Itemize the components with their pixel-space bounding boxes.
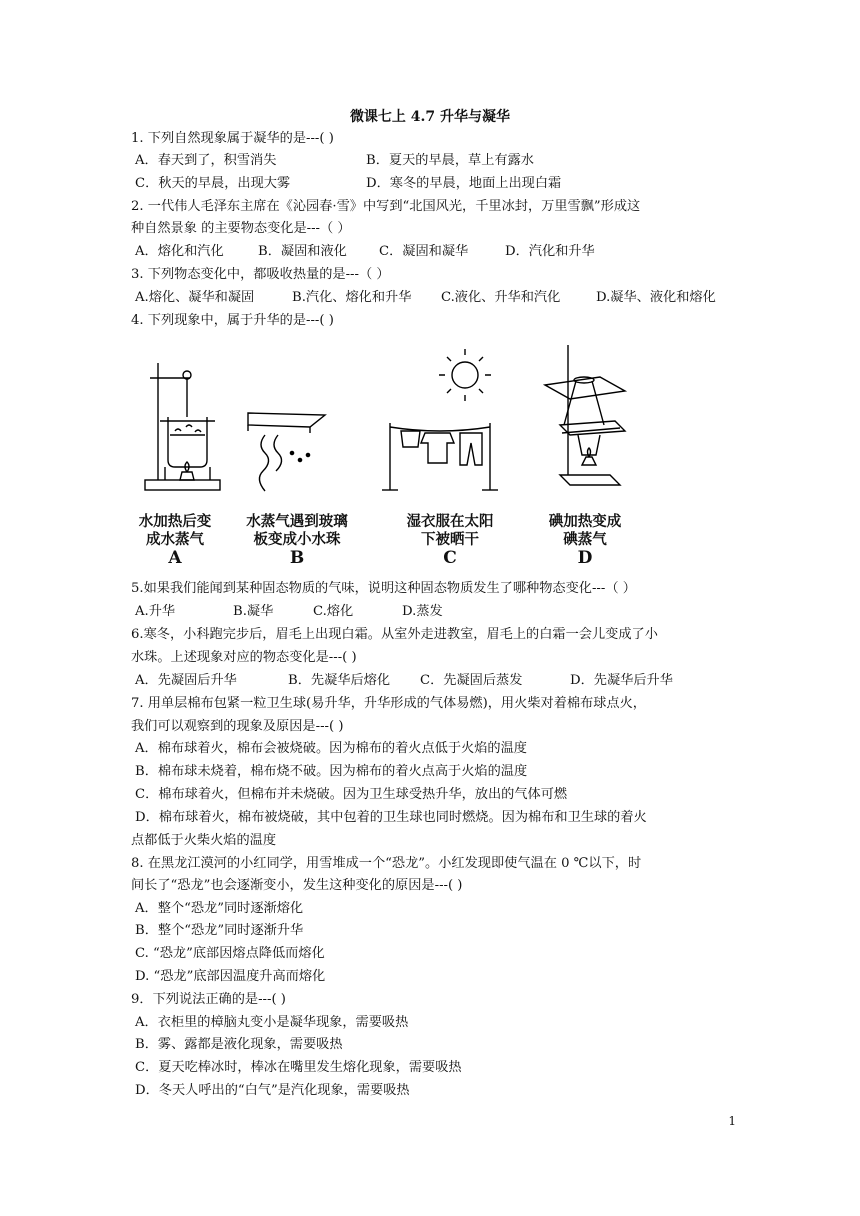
q7-option-d-line2: 点都低于火柴火焰的温度 xyxy=(131,833,277,848)
caption-d-line1: 碘加热变成 xyxy=(548,514,622,530)
caption-b-line2: 板变成小水珠 xyxy=(253,532,341,548)
q7-option-d-line1: D．棉布球着火，棉布被烧破，其中包着的卫生球也同时燃烧。因为棉布和卫生球的着火 xyxy=(135,810,647,825)
q9-option-b: B．雾、露都是液化现象，需要吸热 xyxy=(135,1037,343,1052)
caption-b-letter: B xyxy=(289,548,305,568)
beaker-heating-illustration xyxy=(145,363,220,490)
q6-option-b: B．先凝华后熔化 xyxy=(288,673,391,688)
q7-option-c: C．棉布球着火，但棉布并未烧破。因为卫生球受热升华，放出的气体可燃 xyxy=(135,787,568,802)
caption-c-line2: 下被晒干 xyxy=(421,532,479,548)
q9-stem: 9．下列说法正确的是---( ) xyxy=(131,992,286,1007)
q1-option-b: B．夏天的早晨，草上有露水 xyxy=(366,153,534,168)
caption-d-line2: 碘蒸气 xyxy=(563,532,607,548)
q7-stem-line2: 我们可以观察到的现象及原因是---( ) xyxy=(131,719,344,734)
q1-option-d: D．寒冬的早晨，地面上出现白霜 xyxy=(366,176,562,191)
q5-option-b: B.凝华 xyxy=(233,604,274,619)
q8-stem-line1: 8. 在黑龙江漠河的小红同学，用雪堆成一个“恐龙”。小红发现即使气温在 0 ℃以下，时 xyxy=(131,856,642,871)
caption-b xyxy=(232,513,362,567)
q7-option-a: A．棉布球着火，棉布会被烧破。因为棉布的着火点低于火焰的温度 xyxy=(135,741,527,756)
q7-option-b: B．棉布球未烧着，棉布烧不破。因为棉布的着火点高于火焰的温度 xyxy=(135,764,528,779)
caption-b-line1: 水蒸气遇到玻璃 xyxy=(246,514,348,530)
q3-option-a: A.熔化、凝华和凝固 xyxy=(135,290,255,305)
caption-c xyxy=(390,513,510,567)
q3-option-b: B.汽化、熔化和升华 xyxy=(292,290,412,305)
q6-option-d: D．先凝华后升华 xyxy=(570,673,673,688)
caption-a xyxy=(120,513,230,567)
q2-option-b: B．凝固和液化 xyxy=(258,244,347,259)
caption-c-line1: 湿衣服在太阳 xyxy=(406,514,494,530)
page-title: 微课七上 4.7 升华与凝华 xyxy=(349,109,511,125)
q8-option-c: C. “恐龙”底部因熔点降低而熔化 xyxy=(135,946,325,961)
q8-option-a: A．整个“恐龙”同时逐渐熔化 xyxy=(135,901,304,916)
q9-option-d: D．冬天人呼出的“白气”是汽化现象，需要吸热 xyxy=(135,1083,410,1098)
q2-stem-line2: 种自然景象 的主要物态变化是---（ ） xyxy=(131,221,351,236)
q5-option-a: A.升华 xyxy=(135,604,176,619)
q2-option-d: D．汽化和升华 xyxy=(505,244,595,259)
q2-stem-line1: 2. 一代伟人毛泽东主席在《沁园春·雪》中写到“北国风光，千里冰封，万里雪飘”形成这 xyxy=(131,199,641,214)
caption-a-letter: A xyxy=(168,548,182,568)
q6-option-a: A．先凝固后升华 xyxy=(135,673,237,688)
caption-d-letter: D xyxy=(577,548,593,568)
q6-stem-line1: 6.寒冬，小科跑完步后，眉毛上出现白霜。从室外走进教室，眉毛上的白霜一会儿变成了小 xyxy=(131,627,658,642)
q3-option-c: C.液化、升华和汽化 xyxy=(441,290,561,305)
iodine-heating-illustration xyxy=(545,345,625,485)
clothes-drying-illustration xyxy=(382,349,498,490)
q2-option-c: C．凝固和凝华 xyxy=(379,244,469,259)
glass-plate-steam-illustration xyxy=(248,413,325,491)
q4-figure xyxy=(120,335,760,575)
page-number: 1 xyxy=(728,1114,736,1128)
q5-stem: 5.如果我们能闻到某种固态物质的气味，说明这种固态物质发生了哪种物态变化---（ ） xyxy=(131,581,636,596)
q9-option-a: A．衣柜里的樟脑丸变小是凝华现象，需要吸热 xyxy=(135,1015,409,1030)
caption-d xyxy=(535,513,635,567)
q6-stem-line2: 水珠。上述现象对应的物态变化是---( ) xyxy=(131,650,357,665)
q1-option-a: A．春天到了，积雪消失 xyxy=(135,153,277,168)
q8-option-b: B．整个“恐龙”同时逐渐升华 xyxy=(135,923,304,938)
q8-stem-line2: 间长了“恐龙”也会逐渐变小，发生这种变化的原因是---( ) xyxy=(131,878,463,893)
q9-option-c: C．夏天吃棒冰时，棒冰在嘴里发生熔化现象，需要吸热 xyxy=(135,1060,462,1075)
q4-illustrations xyxy=(120,335,760,505)
q1-option-c: C．秋天的早晨，出现大雾 xyxy=(135,176,291,191)
q2-option-a: A．熔化和汽化 xyxy=(135,244,224,259)
caption-c-letter: C xyxy=(443,548,457,568)
q6-option-c: C．先凝固后蒸发 xyxy=(420,673,523,688)
caption-a-line1: 水加热后变 xyxy=(138,514,212,530)
caption-a-line2: 成水蒸气 xyxy=(146,532,204,548)
q5-option-d: D.蒸发 xyxy=(402,604,443,619)
q7-stem-line1: 7. 用单层棉布包紧一粒卫生球(易升华，升华形成的气体易燃)，用火柴对着棉布球点火， xyxy=(131,696,646,711)
q1-stem: 1. 下列自然现象属于凝华的是---( ) xyxy=(131,131,334,146)
q3-stem: 3. 下列物态变化中，都吸收热量的是---（ ） xyxy=(131,267,390,282)
q3-option-d: D.凝华、液化和熔化 xyxy=(596,290,716,305)
q4-stem: 4. 下列现象中，属于升华的是---( ) xyxy=(131,313,334,328)
q8-option-d: D. “恐龙”底部因温度升高而熔化 xyxy=(135,969,326,984)
q5-option-c: C.熔化 xyxy=(313,604,354,619)
